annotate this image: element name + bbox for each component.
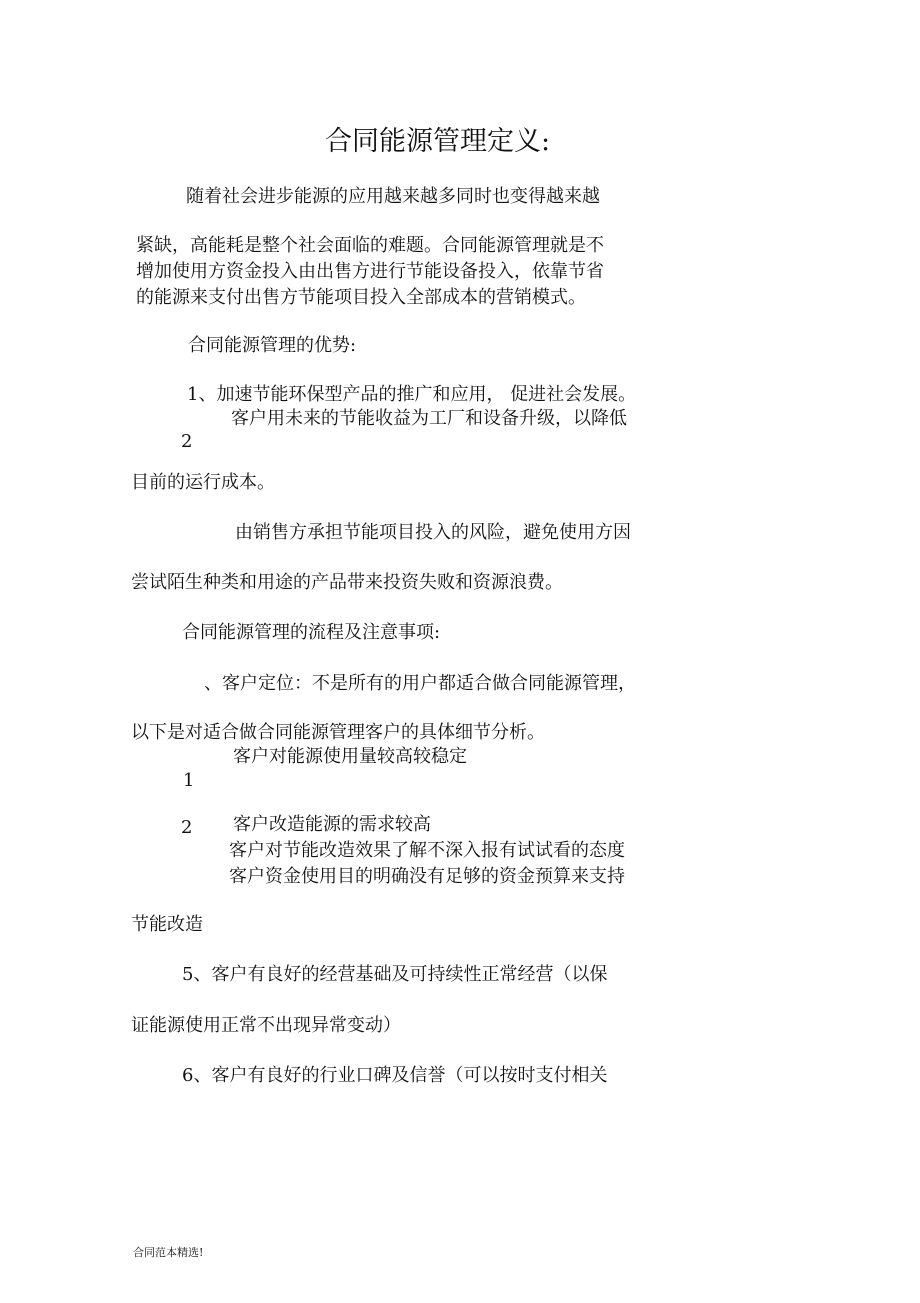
page-footer: 合同范本精选! — [133, 1246, 204, 1259]
process-heading: 合同能源管理的流程及注意事项: — [182, 622, 441, 643]
criterion-1-number: 1 — [183, 770, 195, 791]
criterion-6-text: 6、客户有良好的行业口碑及信誉（可以按时支付相关 — [182, 1065, 608, 1086]
process-intro-line-2: 以下是对适合做合同能源管理客户的具体细节分析。 — [131, 722, 545, 743]
criterion-2-number: 2 — [181, 817, 193, 838]
criterion-5-text: 5、客户有良好的经营基础及可持续性正常经营（以保 — [182, 964, 608, 985]
definition-line-2: 紧缺，高能耗是整个社会面临的难题。合同能源管理就是不 — [136, 235, 604, 256]
process-intro-line-1: 、客户定位：不是所有的用户都适合做合同能源管理， — [204, 673, 636, 694]
advantage-item-2-continuation: 目前的运行成本。 — [131, 472, 275, 493]
advantage-item-3-text: 由销售方承担节能项目投入的风险，避免使用方因 — [235, 522, 631, 543]
advantage-item-2-text: 客户用未来的节能收益为工厂和设备升级，以降低 — [231, 408, 627, 429]
definition-line-1: 随着社会进步能源的应用越来越多同时也变得越来越 — [186, 186, 600, 207]
advantage-item-1: 1、加速节能环保型产品的推广和应用， 促进社会发展。 — [187, 384, 637, 405]
page-title: 合同能源管理定义: — [325, 126, 551, 157]
definition-line-4: 的能源来支付出售方节能项目投入全部成本的营销模式。 — [136, 287, 586, 308]
criterion-4-continuation: 节能改造 — [131, 914, 203, 935]
criterion-2-text: 客户改造能源的需求较高 — [233, 814, 431, 835]
advantages-heading: 合同能源管理的优势: — [188, 335, 357, 356]
criterion-1-text: 客户对能源使用量较高较稳定 — [233, 746, 467, 767]
criterion-3-text: 客户对节能改造效果了解不深入报有试试看的态度 — [229, 840, 625, 861]
advantage-item-2-number: 2 — [181, 431, 193, 452]
definition-line-3: 增加使用方资金投入由出售方进行节能设备投入，依靠节省 — [136, 261, 604, 282]
criterion-5-continuation: 证能源使用正常不出现异常变动） — [131, 1015, 401, 1036]
criterion-4-text: 客户资金使用目的明确没有足够的资金预算来支持 — [229, 866, 625, 887]
advantage-item-3-continuation: 尝试陌生种类和用途的产品带来投资失败和资源浪费。 — [131, 572, 563, 593]
